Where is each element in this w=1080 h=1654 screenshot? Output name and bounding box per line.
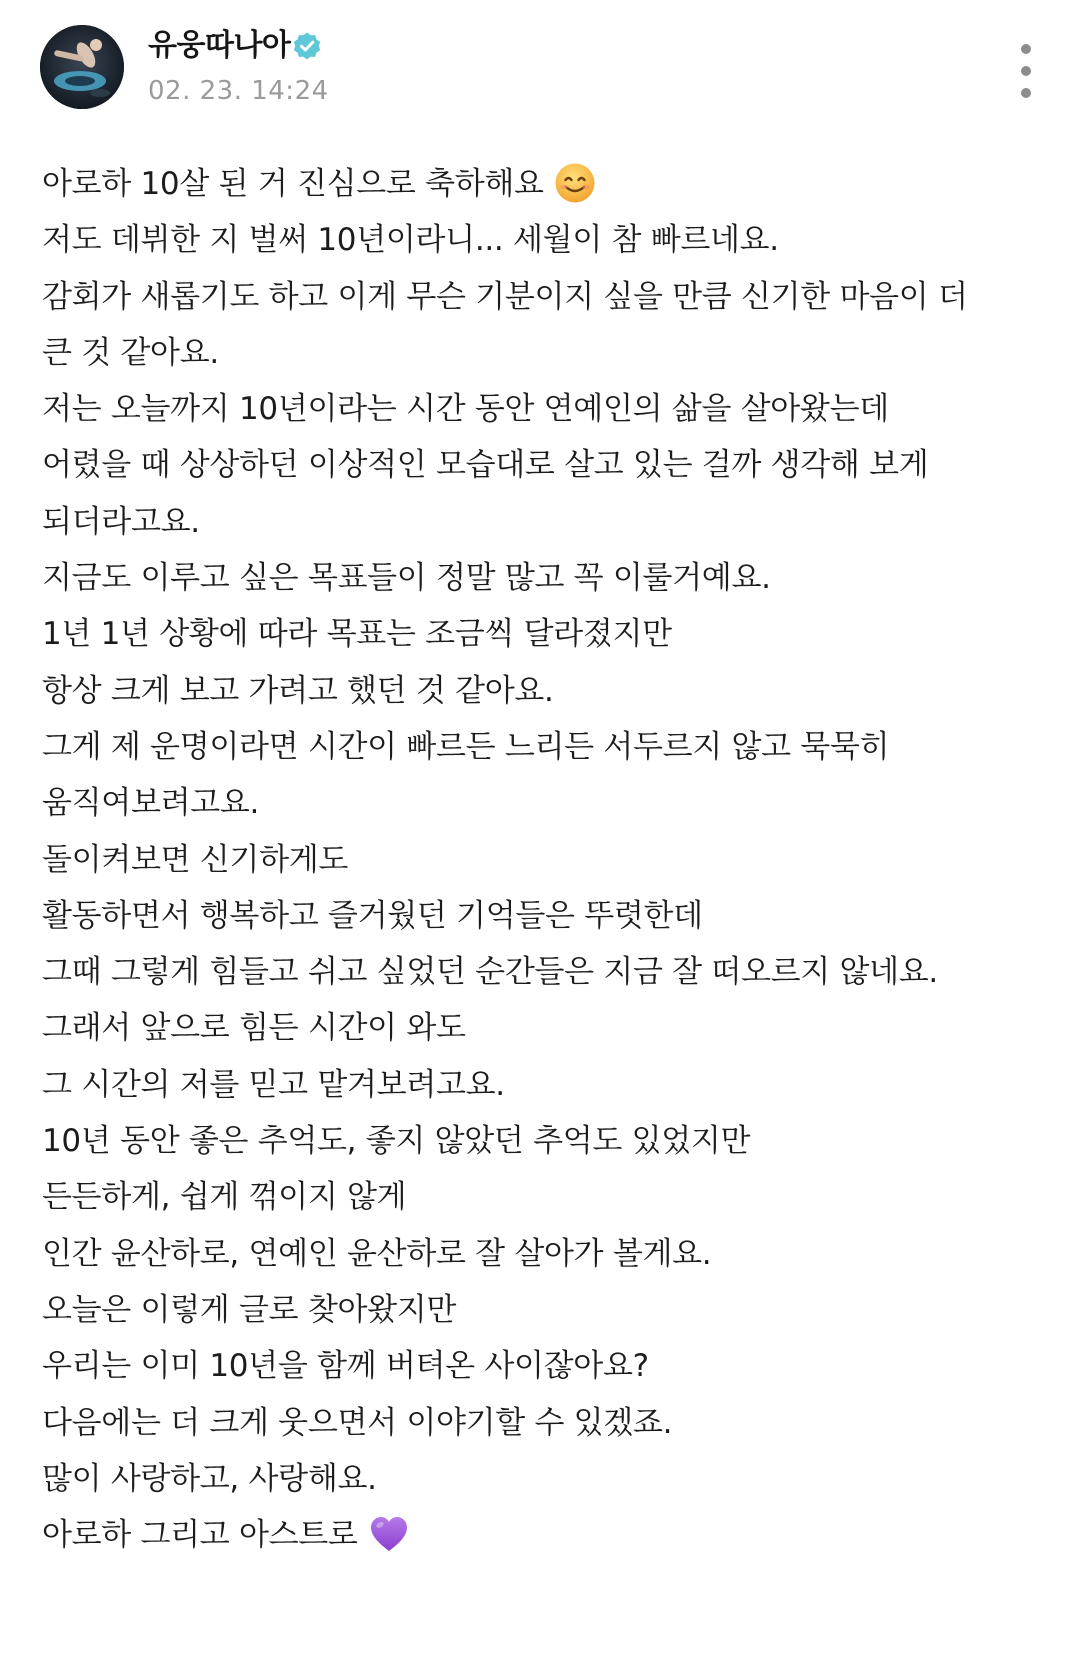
post-line: 그 시간의 저를 믿고 맡겨보려고요. <box>42 1066 505 1103</box>
post-line: 다음에는 더 크게 웃으면서 이야기할 수 있겠죠. <box>42 1404 673 1441</box>
author-name[interactable]: 유웅따나아 <box>148 28 291 63</box>
more-options-button[interactable] <box>1008 44 1044 98</box>
post-line-text: 아로하 10살 된 거 진심으로 축하해요 <box>42 166 544 202</box>
post-header <box>0 0 1080 140</box>
post-line: 든든하게, 쉽게 꺾이지 않게 <box>42 1179 407 1216</box>
more-vertical-icon <box>1021 44 1031 54</box>
post-line: 항상 크게 보고 가려고 했던 것 같아요. <box>42 672 554 709</box>
post-line: 움직여보려고요. <box>42 785 260 822</box>
post-line: 인간 윤산하로, 연예인 윤산하로 잘 살아가 볼게요. <box>42 1235 712 1272</box>
smiling-face-emoji-icon <box>554 162 596 204</box>
post-line: 되더라고요. <box>42 503 200 540</box>
verified-badge-icon <box>292 31 322 61</box>
author-avatar[interactable] <box>40 25 124 109</box>
post-line: 저도 데뷔한 지 벌써 10년이라니... 세월이 참 빠르네요. <box>42 222 779 259</box>
post-line: 저는 오늘까지 10년이라는 시간 동안 연예인의 삶을 살아왔는데 <box>42 391 889 428</box>
post-line: 그때 그렇게 힘들고 쉬고 싶었던 순간들은 지금 잘 떠오르지 않네요. <box>42 954 938 991</box>
post-timestamp: 02. 23. 14:24 <box>148 76 329 106</box>
post-line: 우리는 이미 10년을 함께 버텨온 사이잖아요? <box>42 1348 649 1385</box>
post-line: 돌이켜보면 신기하게도 <box>42 841 349 878</box>
more-vertical-icon <box>1021 66 1031 76</box>
post-line: 1년 1년 상황에 따라 목표는 조금씩 달라졌지만 <box>42 616 672 653</box>
post-line: 감회가 새롭기도 하고 이게 무슨 기분이지 싶을 만큼 신기한 마음이 더 <box>42 278 968 315</box>
post-line <box>42 1507 1042 1563</box>
avatar-image <box>40 25 124 109</box>
post-line: 그래서 앞으로 힘든 시간이 와도 <box>42 1010 466 1047</box>
purple-heart-emoji-icon <box>368 1514 410 1554</box>
post-line: 그게 제 운명이라면 시간이 빠르든 느리든 서두르지 않고 묵묵히 <box>42 728 890 765</box>
post-body <box>42 156 1042 1563</box>
post-line: 활동하면서 행복하고 즐거웠던 기억들은 뚜렷한데 <box>42 897 703 934</box>
post-line: 지금도 이루고 싶은 목표들이 정말 많고 꼭 이룰거예요. <box>42 560 771 597</box>
post-line-text: 아로하 그리고 아스트로 <box>42 1517 358 1554</box>
post-line <box>42 156 1042 212</box>
more-vertical-icon <box>1021 88 1031 98</box>
post-line: 10년 동안 좋은 추억도, 좋지 않았던 추억도 있었지만 <box>42 1123 751 1160</box>
post-line: 큰 것 같아요. <box>42 334 219 371</box>
post-line: 어렸을 때 상상하던 이상적인 모습대로 살고 있는 걸까 생각해 보게 <box>42 447 929 484</box>
post-line: 오늘은 이렇게 글로 찾아왔지만 <box>42 1291 457 1328</box>
post-line: 많이 사랑하고, 사랑해요. <box>42 1460 377 1497</box>
